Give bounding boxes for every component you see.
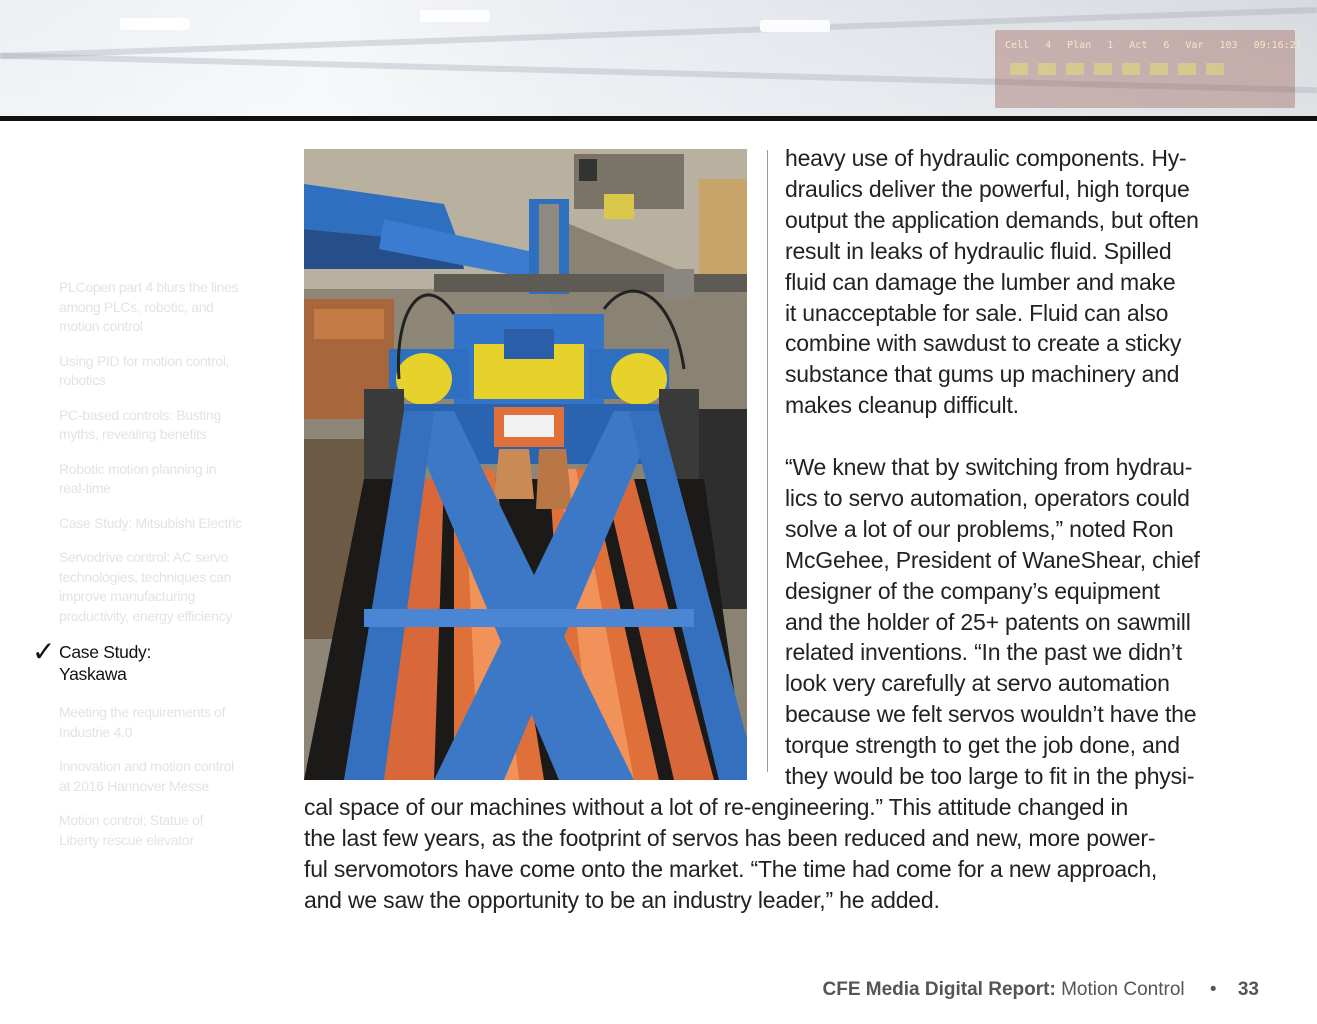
footer-topic: Motion Control: [1061, 979, 1185, 1000]
checkmark-icon: ✓: [32, 636, 56, 667]
toc-item-robotic-planning[interactable]: Robotic motion planning in real-time: [59, 460, 217, 496]
toc-item-statue-of-liberty[interactable]: Motion control: Statue of Liberty rescue elevator: [59, 812, 204, 848]
article-paragraph-1: heavy use of hydraulic components. Hy- draulics deliver the powerful, high torque output the application demands, but often result in leaks of hydraulic fluid. Spilled fluid can damage the lumber and make it unacceptable for sale. Fluid can also combine with sawdust to create a sticky substance that gums up machinery and makes cleanup difficult.: [785, 145, 1199, 419]
toc-item-pc-based[interactable]: PC-based controls: Busting myths, revealing benefits: [59, 406, 221, 442]
column-divider: [767, 150, 768, 772]
toc-item-mitsubishi[interactable]: Case Study: Mitsubishi Electric: [59, 514, 242, 531]
toc-item-hannover[interactable]: Innovation and motion control at 2016 Hannover Messe: [59, 758, 234, 794]
header-rule: [0, 116, 1317, 121]
page-number: 33: [1237, 979, 1259, 1000]
toc-item-pid[interactable]: Using PID for motion control, robotics: [59, 352, 230, 388]
article-paragraph-2-continued: cal space of our machines without a lot of re-engineering.” This attitude changed in the last few years, as the footprint of servos has been reduced and new, more power- ful servomotors have come onto the market. “The time had come for a new approach, and we saw the opportunity to be an industry leader,” he added.: [304, 794, 1158, 913]
toc-item-industrie-40[interactable]: Meeting the requirements of Industrie 4.0: [59, 704, 226, 740]
sawmill-machine-photo: [304, 149, 747, 780]
footer-separator: •: [1209, 979, 1217, 1000]
ceiling-light: [120, 18, 190, 30]
toc-item-servodrive[interactable]: Servodrive control: AC servo technologies, techniques can improve manufacturing productivity, energy efficiency: [59, 549, 233, 624]
scoreboard-cells: [1010, 62, 1234, 80]
ceiling-light: [760, 20, 830, 32]
header-banner-image: [0, 0, 1317, 117]
scoreboard-text: Cell 4 Plan 1 Act 6 Var 103 09:16:27: [1005, 40, 1302, 51]
toc-item-yaskawa-active[interactable]: [32, 636, 244, 685]
footer-brand: CFE Media Digital Report:: [822, 979, 1056, 1000]
article-right-column: [785, 143, 1265, 823]
article-paragraph-2: “We knew that by switching from hydrau- lics to servo automation, operators could solve a lot of our problems,” noted Ron McGehee, President of WaneShear, chief designer of the company’s equipment and the holder of 25+ patents on sawmill related inventions. “In the past we didn’t look very carefully at servo automation because we felt servos wouldn’t have the torque strength to get the job done, and they would be too large to fit in the physi-: [785, 454, 1200, 790]
toc-active-line2: Yaskawa: [59, 664, 127, 684]
table-of-contents: [32, 278, 244, 865]
toc-item-plcopen[interactable]: PLCopen part 4 blurs the lines among PLCs, robotic, and motion control: [59, 279, 239, 334]
toc-active-line1: Case Study:: [59, 642, 152, 662]
page-footer: [823, 979, 1260, 1001]
ceiling-light: [420, 10, 490, 22]
